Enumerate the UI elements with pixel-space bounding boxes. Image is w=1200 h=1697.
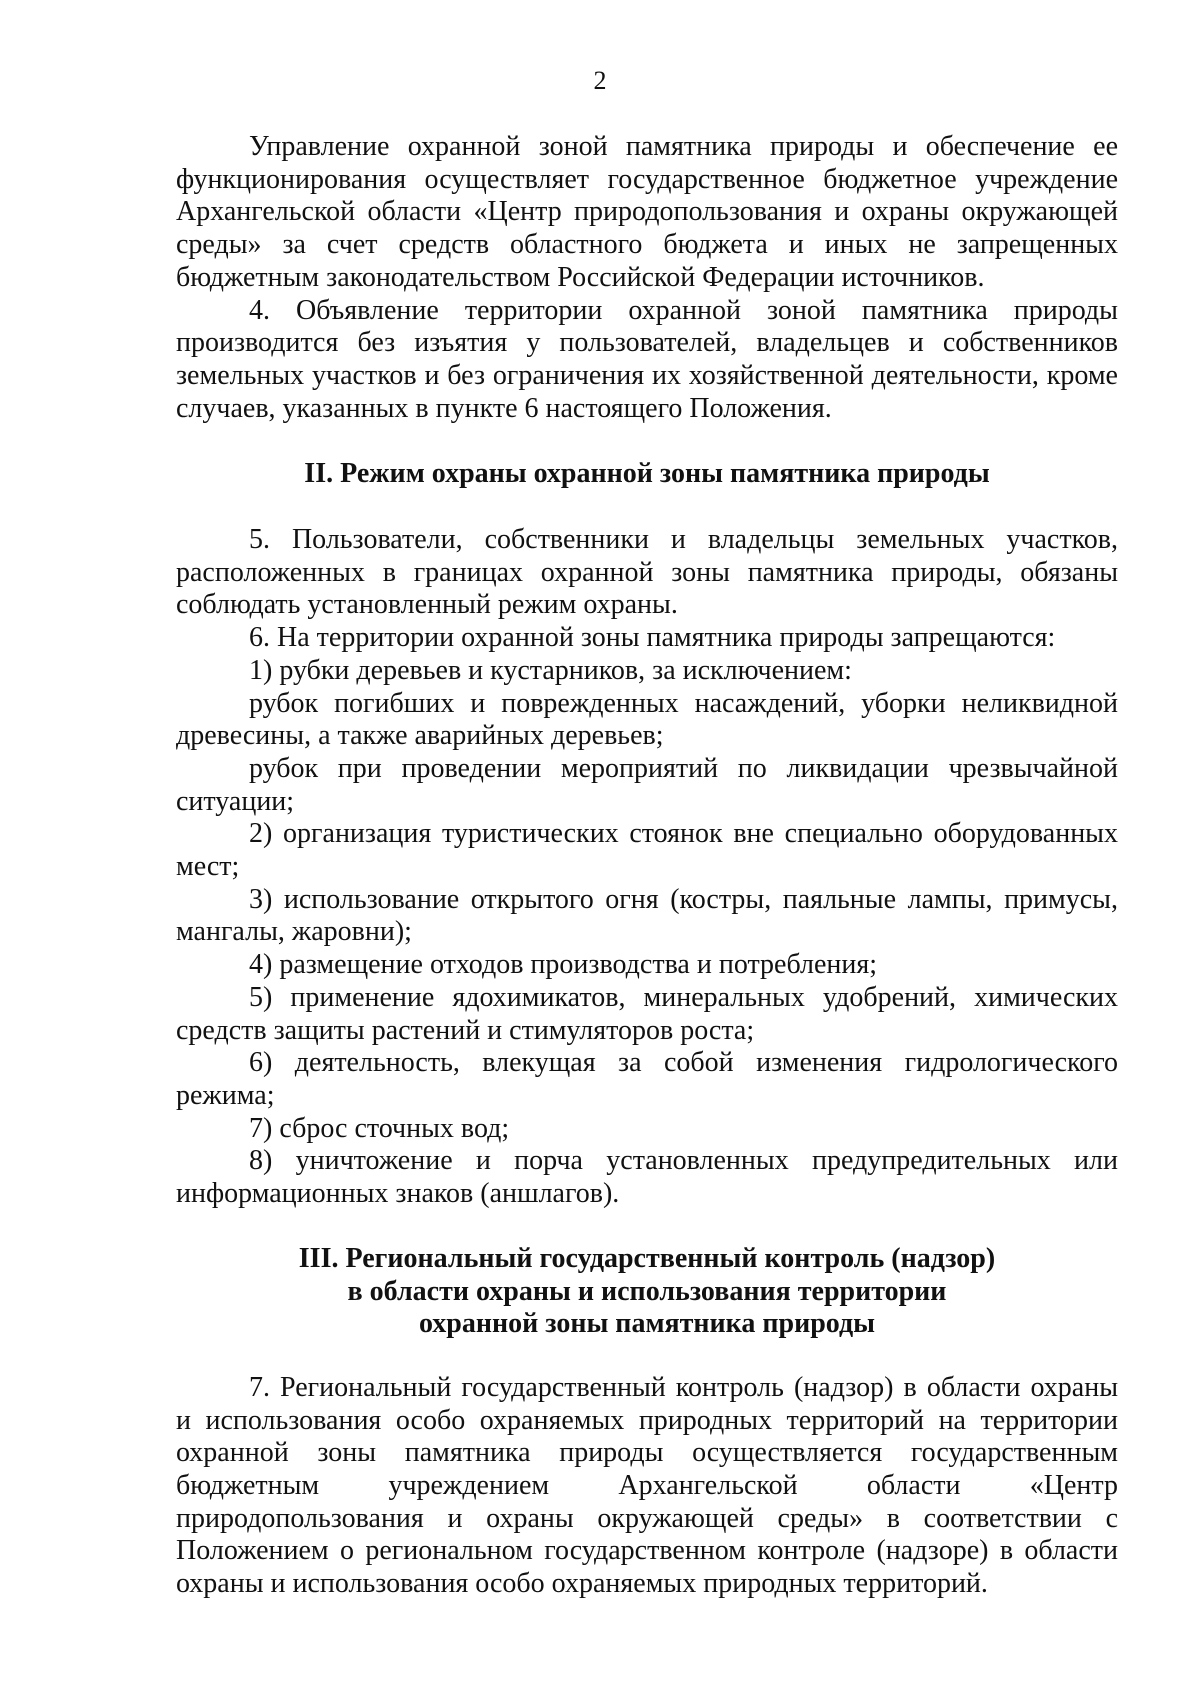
list-item-4: 4) размещение отходов производства и потребления; <box>249 949 878 981</box>
paragraph-item-4: 4. Объявление территории охранной зоной памятника природы производится без изъятия у пользователей, владельцев и собственников земельных участков и без ограничения их хозяйственной деятельности, кроме случаев, указанных в пункте 6 настоящего Положения. <box>176 294 1118 424</box>
paragraph-item-5: 5. Пользователи, собственники и владельцы земельных участков, расположенных в границах охранной зоны памятника природы, обязаны соблюдать установленный режим охраны. <box>176 524 1118 621</box>
section-3-heading-line-3: охранной зоны памятника природы <box>418 1308 876 1340</box>
list-item-6: 6) деятельность, влекущая за собой изменения гидрологического режима; <box>176 1047 1118 1111</box>
section-2-body <box>176 524 1118 1211</box>
list-item-1: 1) рубки деревьев и кустарников, за исключением: <box>249 654 852 686</box>
section-3-heading <box>176 1243 1118 1341</box>
page-number: 2 <box>593 66 607 95</box>
list-item-8: 8) уничтожение и порча установленных предупредительных или информационных знаков (аншлагов). <box>176 1145 1118 1210</box>
list-item-7: 7) сброс сточных вод; <box>249 1112 510 1144</box>
list-item-5: 5) применение ядохимикатов, минеральных удобрений, химических средств защиты растений и стимуляторов роста; <box>176 981 1118 1046</box>
list-item-3: 3) использование открытого огня (костры, паяльные лампы, примусы, мангалы, жаровни); <box>176 883 1118 948</box>
section-3-heading-line-1: III. Региональный государственный контроль (надзор) <box>298 1242 996 1274</box>
paragraph-item-6: 6. На территории охранной зоны памятника природы запрещаются: <box>249 622 1056 654</box>
document-body <box>176 131 1118 1601</box>
paragraph-item-7: 7. Региональный государственный контроль (надзор) в области охраны и использования особо охраняемых природных территорий на территории охранной зоны памятника природы осуществляется государственным бюджетным учреждением Архангельской области «Центр природопользования и охраны окружающей среды» в соответствии с Положением о региональном государственном контроле (надзоре) в области охраны и использования особо охраняемых природных территорий. <box>176 1371 1118 1600</box>
list-subitem-dead-trees: рубок погибших и поврежденных насаждений, уборки неликвидной древесины, а также аварийных деревьев; <box>176 687 1118 752</box>
list-subitem-emergency: рубок при проведении мероприятий по ликвидации чрезвычайной ситуации; <box>176 752 1118 817</box>
list-item-2: 2) организация туристических стоянок вне специально оборудованных мест; <box>176 818 1118 883</box>
paragraph-management: Управление охранной зоной памятника природы и обеспечение ее функционирования осуществляет государственное бюджетное учреждение Архангельской области «Центр природопользования и охраны окружающей среды» за счет средств областного бюджета и иных не запрещенных бюджетным законодательством Российской Федерации источников. <box>176 131 1118 293</box>
section-2-heading: II. Режим охраны охранной зоны памятника природы <box>304 458 990 490</box>
section-3-heading-line-2: в области охраны и использования территории <box>347 1275 947 1307</box>
section-3-body <box>176 1372 1118 1601</box>
